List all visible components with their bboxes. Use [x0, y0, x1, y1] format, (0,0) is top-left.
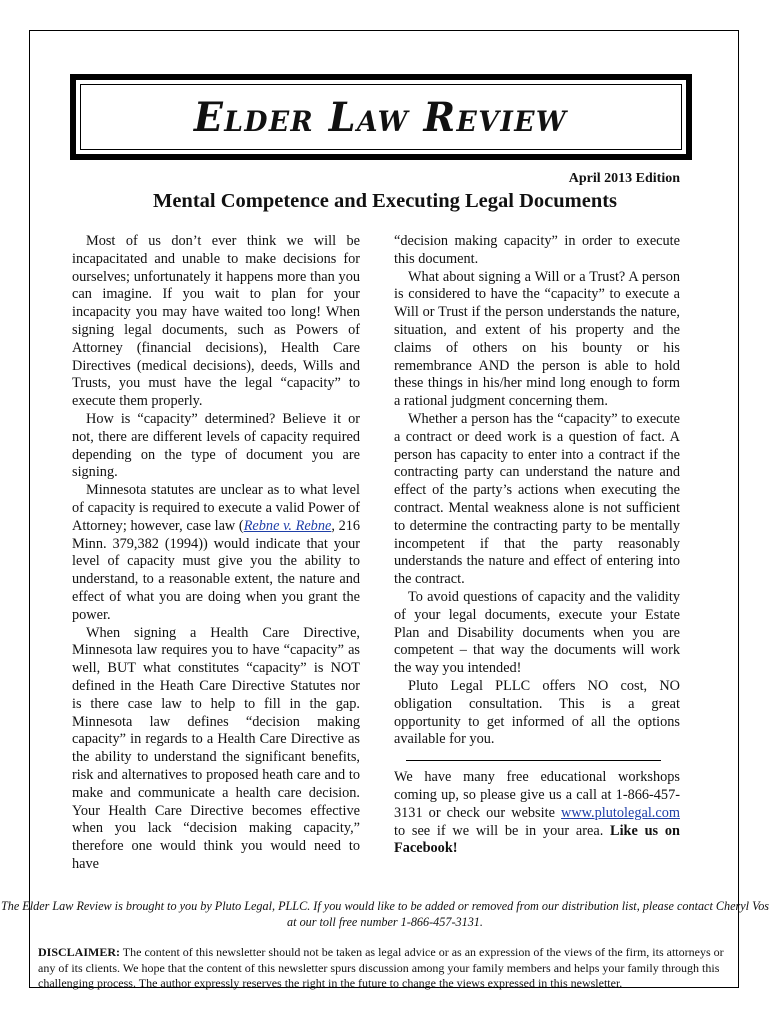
paragraph [394, 769, 680, 858]
paragraph: How is “capacity” determined? Believe it or not, there are different levels of capacity required depending on the type of document you are signing. [72, 410, 360, 481]
masthead-box [70, 74, 692, 160]
website-link[interactable]: www.plutolegal.com [561, 804, 680, 821]
divider-line [406, 752, 661, 761]
paragraph [72, 482, 360, 624]
paragraph: “decision making capacity” in order to execute this document. [394, 233, 680, 267]
paragraph-text: to see if we will be in your area. [394, 822, 611, 839]
disclaimer [38, 945, 734, 992]
paragraph: Most of us don’t ever think we will be incapacitated and unable to make decisions for ourselves; unfortunately it happens more than you can imagine. If you wait to plan for your incapacity you may have waited too long! When signing legal documents, such as Powers of Attorney (financial decisions), Health Care Directives (medical decisions), deeds, Wills and Trusts, you must have the legal “capacity” to execute them properly. [72, 233, 360, 410]
paragraph-text: Minnesota statutes are unclear as to what level of capacity is required to execute a valid Power of Attorney; however, case law ( [72, 482, 360, 534]
masthead-title: Elder Law Review [194, 93, 568, 141]
paragraph: Whether a person has the “capacity” to execute a contract or deed work is a question of fact. A person has capacity to enter into a contract if the contracting party can understand the nature and effect of the party’s actions when executing the contract. Mental weakness alone is not sufficient to determine the contracting party to be mentally incompetent if that the party reasonably understands the nature and effect of entering into the contract. [394, 410, 680, 588]
case-citation-link[interactable]: Rebne v. Rebne [243, 517, 332, 534]
paragraph-text: , 216 Minn. 379,382 (1994)) would indicate that your level of capacity must give you the ability to understand, to a reasonable extent, the nature and effect of what you are doing when you grant the power. [72, 517, 361, 623]
disclaimer-text: The content of this newsletter should not be taken as legal advice or as an expression of the views of the firm, its attorneys or any of its clients. We hope that the content of this newsletter spurs discussion among your family members and helps your family through this challenging process. The author expressly reserves the right in the future to change the views expressed in this newsletter. [38, 945, 724, 990]
distribution-note: The Elder Law Review is brought to you by Pluto Legal, PLLC. If you would like to be added or removed from our distribution list, please contact Cheryl Vos at our toll free number 1-866-457-3131. [0, 899, 770, 929]
edition-date: April 2013 Edition [568, 171, 680, 186]
right-column [394, 233, 680, 858]
masthead-inner-border [80, 84, 682, 150]
article-headline: Mental Competence and Executing Legal Documents [152, 190, 618, 212]
facebook-callout: Like us on Facebook! [394, 822, 680, 857]
disclaimer-label: DISCLAIMER: [38, 945, 121, 959]
left-column [72, 233, 360, 874]
paragraph-text: We have many free educational workshops coming up, so please give us a call at 1-866-457-3131 or check our website [394, 769, 680, 821]
paragraph: What about signing a Will or a Trust? A person is considered to have the “capacity” to execute a Will or Trust if the person understands the nature, situation, and extent of his property and the claims of others on his bounty or his remembrance AND the person is able to hold these things in his/her mind long enough to form a rational judgment concerning them. [394, 268, 680, 410]
paragraph: Pluto Legal PLLC offers NO cost, NO obligation consultation. This is a great opportunity to get informed of all the options available for you. [394, 677, 680, 748]
paragraph: When signing a Health Care Directive, Minnesota law requires you to have “capacity” as well, BUT what constitutes “capacity” is NOT defined in the Heath Care Directive Statutes nor is there case law to help to fill in the gap. Minnesota law defines “decision making capacity” in regards to a Health Care Directive as the ability to understand the significant benefits, risk and alternatives to proposed heath care and to make and communicate a health care decision. Your Health Care Directive becomes effective when you lack “decision making capacity,” therefore one would think you would need to have [72, 624, 360, 872]
paragraph: To avoid questions of capacity and the validity of your legal documents, execute your Estate Plan and Disability documents when you are competent – that way the documents will work the way you intended! [394, 588, 680, 677]
